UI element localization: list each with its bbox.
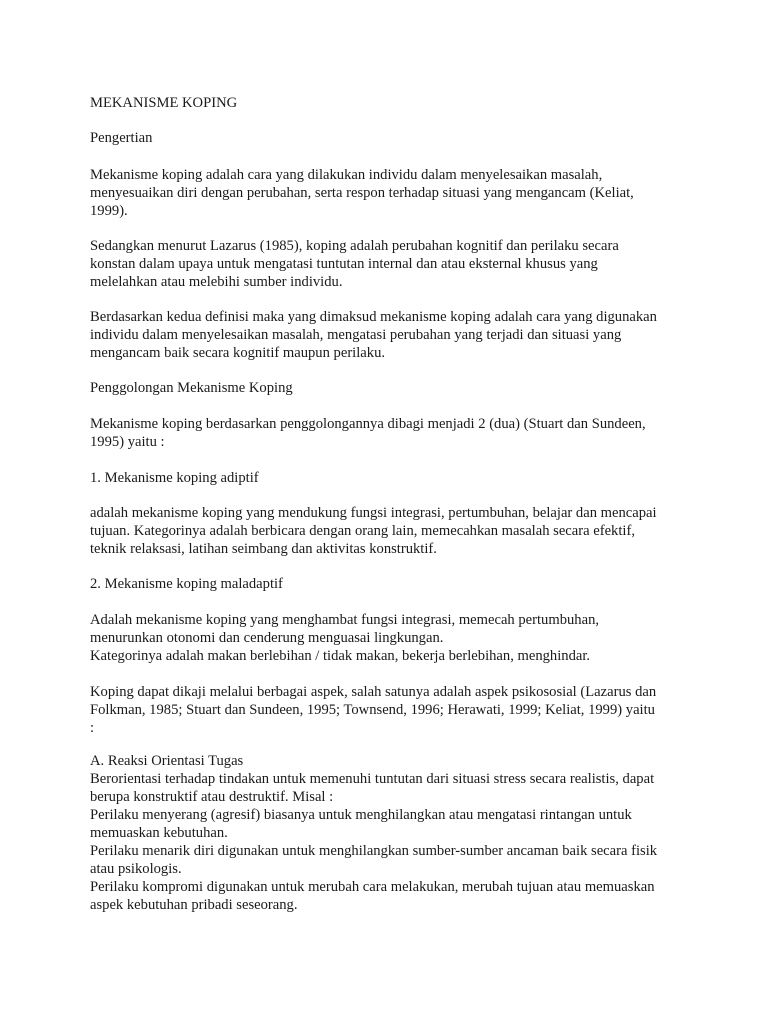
document-title <box>90 94 690 112</box>
paragraph-line: : <box>90 720 95 736</box>
paragraph-line: melelahkan atau melebihi sumber individu. <box>90 274 343 290</box>
section-heading: A. Reaksi Orientasi Tugas <box>90 753 244 769</box>
paragraph-line: Mekanisme koping berdasarkan penggolongannya dibagi menjadi 2 (dua) (Stuart dan Sundeen, <box>90 416 646 432</box>
paragraph-definition-summary <box>90 308 690 362</box>
paragraph-assessment <box>90 683 690 737</box>
paragraph-line: konstan dalam upaya untuk mengatasi tuntutan internal dan atau eksternal khusus yang <box>90 256 598 272</box>
paragraph-line: memuaskan kebutuhan. <box>90 825 228 841</box>
heading-maladaptive-text: 2. Mekanisme koping maladaptif <box>90 576 283 592</box>
paragraph-definition-lazarus <box>90 237 690 291</box>
heading-maladaptive <box>90 575 690 593</box>
paragraph-line: Adalah mekanisme koping yang menghambat fungsi integrasi, memecah pertumbuhan, <box>90 612 600 628</box>
paragraph-line: individu dalam menyelesaikan masalah, mengatasi perubahan yang terjadi dan situasi yang <box>90 327 622 343</box>
paragraph-line: Kategorinya adalah makan berlebihan / tidak makan, bekerja berlebihan, menghindar. <box>90 648 591 664</box>
paragraph-line: tujuan. Kategorinya adalah berbicara dengan orang lain, memecahkan masalah secara efektif, <box>90 523 635 539</box>
paragraph-line: Berdasarkan kedua definisi maka yang dimaksud mekanisme koping adalah cara yang digunakan <box>90 309 657 325</box>
paragraph-line: Perilaku menarik diri digunakan untuk menghilangkan sumber-sumber ancaman baik secara fisik <box>90 843 658 859</box>
paragraph-definition-keliat <box>90 166 690 220</box>
paragraph-line: Folkman, 1985; Stuart dan Sundeen, 1995; Townsend, 1996; Herawati, 1999; Keliat, 1999) yaitu <box>90 702 655 718</box>
paragraph-line: Perilaku menyerang (agresif) biasanya untuk menghilangkan atau mengatasi rintangan untuk <box>90 807 632 823</box>
section-task-orientation <box>90 752 690 914</box>
heading-pengertian <box>90 129 690 147</box>
paragraph-line: mengancam baik secara kognitif maupun perilaku. <box>90 345 386 361</box>
title-text: MEKANISME KOPING <box>90 95 238 111</box>
paragraph-line: Perilaku kompromi digunakan untuk merubah cara melakukan, merubah tujuan atau memuaskan <box>90 879 655 895</box>
heading-adaptive-text: 1. Mekanisme koping adiptif <box>90 470 259 486</box>
paragraph-line: menyesuaikan diri dengan perubahan, serta respon terhadap situasi yang mengancam (Keliat, <box>90 185 634 201</box>
paragraph-classification <box>90 415 690 451</box>
paragraph-line: berupa konstruktif atau destruktif. Misal : <box>90 789 334 805</box>
paragraph-line: 1999). <box>90 203 128 219</box>
paragraph-line: teknik relaksasi, latihan seimbang dan aktivitas konstruktif. <box>90 541 437 557</box>
heading-penggolongan <box>90 379 690 397</box>
heading-pengertian-text: Pengertian <box>90 130 153 146</box>
heading-penggolongan-text: Penggolongan Mekanisme Koping <box>90 380 293 396</box>
paragraph-line: atau psikologis. <box>90 861 182 877</box>
paragraph-adaptive <box>90 504 690 558</box>
heading-adaptive <box>90 469 690 487</box>
paragraph-line: adalah mekanisme koping yang mendukung fungsi integrasi, pertumbuhan, belajar dan mencapai <box>90 505 657 521</box>
paragraph-line: aspek kebutuhan pribadi seseorang. <box>90 897 298 913</box>
paragraph-line: Koping dapat dikaji melalui berbagai aspek, salah satunya adalah aspek psikososial (Lazarus dan <box>90 684 657 700</box>
paragraph-line: Sedangkan menurut Lazarus (1985), koping adalah perubahan kognitif dan perilaku secara <box>90 238 619 254</box>
paragraph-line: 1995) yaitu : <box>90 434 165 450</box>
paragraph-line: Berorientasi terhadap tindakan untuk memenuhi tuntutan dari situasi stress secara realistis, dapat <box>90 771 655 787</box>
paragraph-line: Mekanisme koping adalah cara yang dilakukan individu dalam menyelesaikan masalah, <box>90 167 603 183</box>
paragraph-line: menurunkan otonomi dan cenderung menguasai lingkungan. <box>90 630 444 646</box>
paragraph-maladaptive <box>90 611 690 665</box>
